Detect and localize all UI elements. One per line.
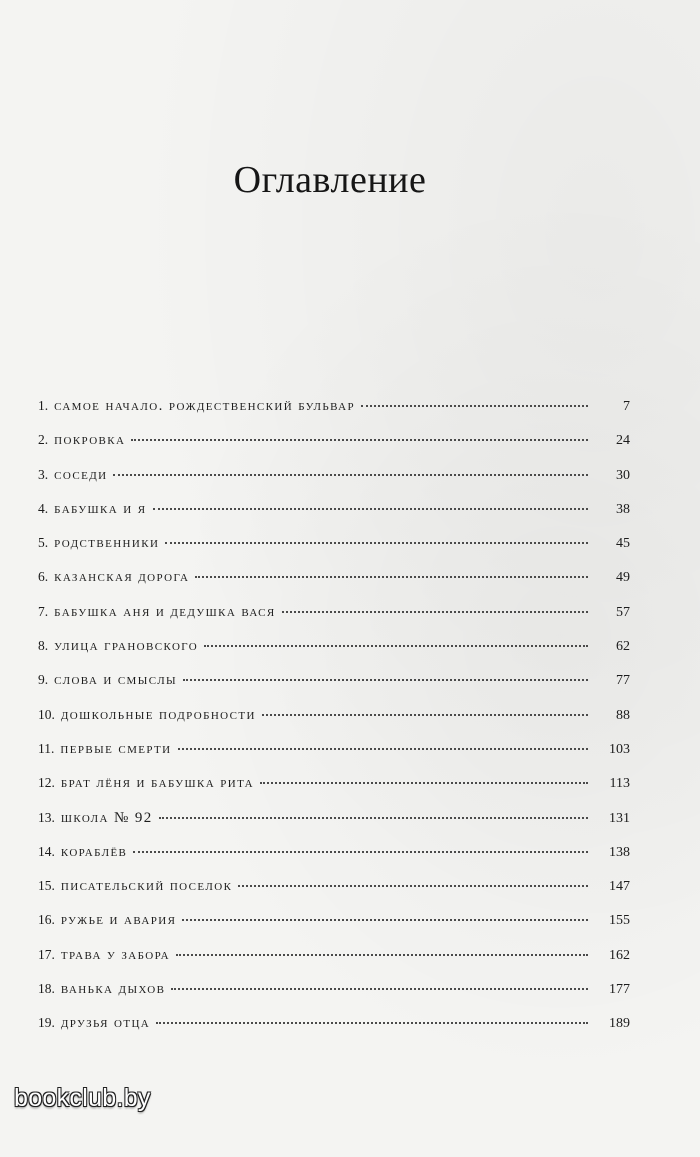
toc-dot-leader xyxy=(165,542,588,544)
toc-entry-number: 2. xyxy=(38,432,49,448)
toc-page-number: 113 xyxy=(609,776,630,792)
toc-entry-title: казанская дорога xyxy=(54,569,190,586)
toc-entry xyxy=(38,810,630,844)
toc-page-number: 49 xyxy=(616,570,630,586)
toc-dot-leader xyxy=(361,405,588,407)
toc-entry-number: 11. xyxy=(38,740,55,756)
toc-page-number: 88 xyxy=(616,707,630,723)
toc-entry xyxy=(38,604,630,638)
toc-entry-title: ванька дыхов xyxy=(60,981,166,998)
toc-page-number: 155 xyxy=(609,913,630,929)
toc-entry-number: 4. xyxy=(38,500,49,516)
toc-entry-number: 8. xyxy=(38,638,49,654)
toc-page-number: 77 xyxy=(616,673,630,689)
toc-entry-title: кораблёв xyxy=(60,843,128,860)
toc-page-number: 162 xyxy=(609,947,630,963)
toc-entry-title: друзья отца xyxy=(60,1015,151,1032)
toc-dot-leader xyxy=(159,817,588,819)
toc-dot-leader xyxy=(133,851,588,853)
toc-page-number: 131 xyxy=(609,810,630,826)
toc-page-number: 7 xyxy=(623,399,630,414)
toc-entry-number: 19. xyxy=(38,1015,55,1031)
toc-entry xyxy=(38,672,630,706)
toc-entry-number: 3. xyxy=(38,466,49,482)
toc-entry xyxy=(38,467,630,501)
toc-entry-title: бабушка аня и дедушка вася xyxy=(54,603,276,620)
toc-dot-leader xyxy=(238,885,588,887)
toc-dot-leader xyxy=(176,954,588,956)
toc-entry xyxy=(38,1015,630,1049)
toc-dot-leader xyxy=(182,919,588,921)
toc-dot-leader xyxy=(178,748,588,750)
table-of-contents xyxy=(38,398,630,1050)
toc-page-number: 30 xyxy=(616,467,630,483)
toc-entry-title: ружье и авария xyxy=(60,912,177,929)
toc-entry-title: самое начало. рождественский бульвар xyxy=(54,398,355,414)
toc-entry xyxy=(38,535,630,569)
toc-entry-number: 1. xyxy=(38,398,49,413)
page-title: Оглавление xyxy=(233,159,427,201)
toc-page-number: 189 xyxy=(609,1016,630,1032)
toc-entry xyxy=(38,638,630,672)
toc-page-number: 138 xyxy=(609,844,630,860)
toc-dot-leader xyxy=(260,782,588,784)
toc-page-number: 62 xyxy=(616,639,630,655)
toc-entry-title: бабушка и я xyxy=(54,500,147,517)
toc-entry-title: покровка xyxy=(54,432,126,449)
toc-entry-title: соседи xyxy=(54,466,108,483)
watermark-logo: bookclub.by xyxy=(14,1084,151,1112)
toc-dot-leader xyxy=(153,508,588,510)
toc-entry-title: писательский поселок xyxy=(60,878,233,895)
toc-dot-leader xyxy=(171,988,588,990)
toc-page-number: 38 xyxy=(616,501,630,517)
toc-entry xyxy=(38,981,630,1015)
toc-entry-number: 16. xyxy=(38,912,55,928)
toc-entry-title: улица грановского xyxy=(54,638,199,655)
toc-entry-number: 5. xyxy=(38,535,49,551)
toc-entry-title: трава у забора xyxy=(60,946,171,963)
toc-page-number: 57 xyxy=(616,604,630,620)
toc-entry xyxy=(38,569,630,603)
toc-entry-number: 12. xyxy=(38,775,55,791)
toc-entry-number: 13. xyxy=(38,809,55,825)
toc-page-number: 177 xyxy=(609,982,630,998)
toc-entry-title: брат лёня и бабушка рита xyxy=(60,775,254,792)
toc-entry xyxy=(38,741,630,775)
toc-entry-number: 6. xyxy=(38,569,49,585)
toc-entry-title: школа № 92 xyxy=(60,809,153,826)
toc-entry xyxy=(38,947,630,981)
toc-entry-title: слова и смыслы xyxy=(54,672,178,689)
toc-entry-title: родственники xyxy=(54,535,160,552)
toc-entry xyxy=(38,707,630,741)
toc-entry xyxy=(38,501,630,535)
toc-entry xyxy=(38,398,630,432)
toc-page-number: 103 xyxy=(609,741,630,757)
toc-entry-number: 7. xyxy=(38,603,49,619)
toc-page-number: 45 xyxy=(616,536,630,552)
toc-entry-number: 18. xyxy=(38,981,55,997)
toc-entry xyxy=(38,775,630,809)
toc-page-number: 24 xyxy=(616,433,630,449)
toc-dot-leader xyxy=(204,645,588,647)
toc-entry-number: 14. xyxy=(38,843,55,859)
toc-entry xyxy=(38,432,630,466)
toc-entry-number: 9. xyxy=(38,672,49,688)
toc-entry-title: дошкольные подробности xyxy=(60,706,256,723)
toc-entry-title: первые смерти xyxy=(60,740,172,757)
toc-dot-leader xyxy=(262,714,588,716)
toc-entry-number: 10. xyxy=(38,706,55,722)
toc-dot-leader xyxy=(195,576,588,578)
toc-entry-number: 17. xyxy=(38,946,55,962)
toc-page-number: 147 xyxy=(609,879,630,895)
toc-entry xyxy=(38,878,630,912)
toc-entry xyxy=(38,844,630,878)
toc-dot-leader xyxy=(183,679,588,681)
toc-dot-leader xyxy=(156,1022,588,1024)
toc-dot-leader xyxy=(131,439,588,441)
toc-dot-leader xyxy=(113,474,588,476)
toc-entry xyxy=(38,912,630,946)
toc-dot-leader xyxy=(282,611,588,613)
toc-entry-number: 15. xyxy=(38,878,55,894)
